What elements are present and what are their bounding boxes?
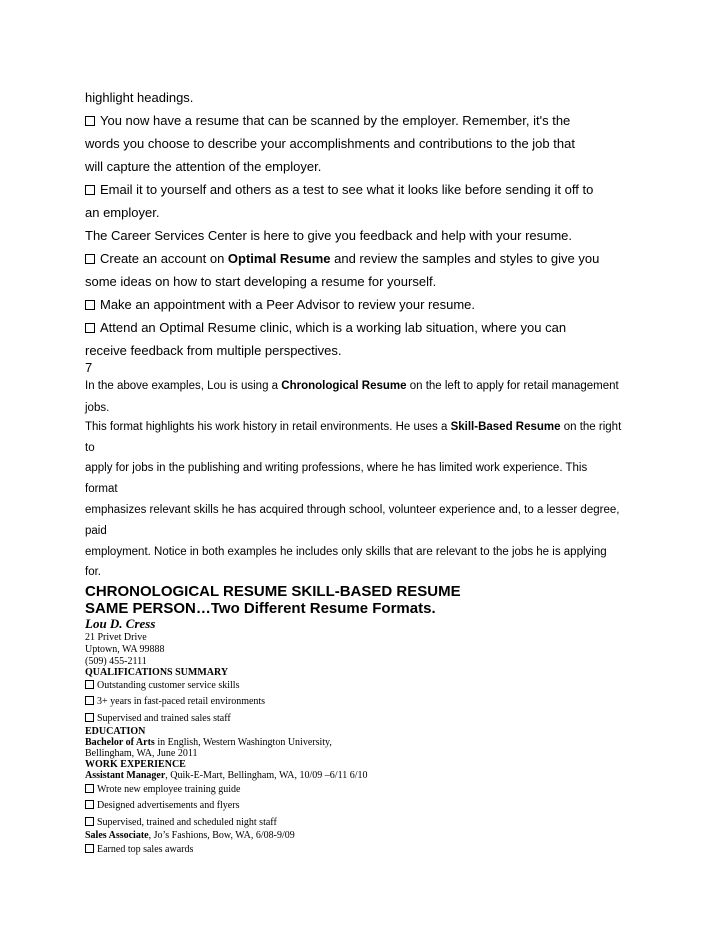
resume-bullet bbox=[85, 784, 240, 795]
text: Attend an Optimal Resume clinic, which is a working lab situation, where you can bbox=[100, 320, 567, 335]
checklist-item bbox=[85, 113, 570, 128]
text: In the above examples, Lou is using a bbox=[85, 380, 282, 392]
skill-based-resume-emphasis: Skill-Based Resume bbox=[450, 421, 561, 433]
text: emphasizes relevant skills he has acquired through school, volunteer experience and, to a lesser degree, bbox=[85, 504, 620, 516]
resume-bullet bbox=[85, 696, 265, 707]
text: SAME PERSON…Two Different Resume Formats. bbox=[85, 600, 436, 617]
text: You now have a resume that can be scanned by the employer. Remember, it's the bbox=[100, 113, 571, 128]
text: 21 Privet Drive bbox=[85, 632, 147, 643]
resume-address bbox=[85, 632, 147, 643]
job-title: Sales Associate bbox=[85, 830, 149, 841]
job-title: Assistant Manager bbox=[85, 770, 166, 781]
text: , Jo’s Fashions, Bow, WA, 6/08-9/09 bbox=[148, 830, 295, 841]
text: Supervised, trained and scheduled night staff bbox=[97, 817, 277, 828]
checkbox-icon bbox=[85, 713, 94, 722]
text: 3+ years in fast-paced retail environments bbox=[97, 696, 266, 707]
text-line bbox=[85, 442, 95, 454]
text: on the left to apply for retail management bbox=[406, 380, 619, 392]
resume-education bbox=[85, 737, 332, 748]
text-line bbox=[85, 380, 619, 392]
text: to bbox=[85, 442, 95, 454]
resume-address bbox=[85, 644, 165, 655]
text: paid bbox=[85, 525, 107, 537]
text: Bellingham, WA, June 2011 bbox=[85, 748, 198, 759]
text: WORK EXPERIENCE bbox=[85, 759, 186, 770]
text: words you choose to describe your accomplishments and contributions to the job that bbox=[85, 136, 575, 151]
resume-job bbox=[85, 830, 295, 841]
page-number bbox=[85, 360, 92, 375]
resume-bullet bbox=[85, 844, 193, 855]
text-line bbox=[85, 402, 109, 414]
checkbox-icon bbox=[85, 185, 95, 195]
resume-bullet bbox=[85, 713, 231, 724]
checkbox-icon bbox=[85, 800, 94, 809]
text-line bbox=[85, 159, 321, 174]
text: highlight headings. bbox=[85, 90, 194, 105]
resume-job bbox=[85, 770, 367, 781]
section-heading bbox=[85, 583, 461, 600]
checkbox-icon bbox=[85, 817, 94, 826]
text-line bbox=[85, 566, 101, 578]
text-line bbox=[85, 483, 118, 495]
text: This format highlights his work history in retail environments. He uses a bbox=[85, 421, 451, 433]
text: Outstanding customer service skills bbox=[97, 680, 240, 691]
text-line bbox=[85, 136, 575, 151]
checklist-item bbox=[85, 182, 593, 197]
text: Earned top sales awards bbox=[97, 844, 194, 855]
text-line bbox=[85, 546, 607, 558]
text: an employer. bbox=[85, 205, 160, 220]
chronological-resume-emphasis: Chronological Resume bbox=[281, 380, 407, 392]
text-line bbox=[85, 274, 436, 289]
text: on the right bbox=[560, 421, 622, 433]
checkbox-icon bbox=[85, 116, 95, 126]
text: and review the samples and styles to give you bbox=[330, 251, 600, 266]
text-line bbox=[85, 228, 572, 243]
text: jobs. bbox=[85, 402, 110, 414]
text-line bbox=[85, 525, 107, 537]
resume-name bbox=[85, 616, 155, 632]
resume-section-heading bbox=[85, 759, 186, 770]
checkbox-icon bbox=[85, 784, 94, 793]
text: EDUCATION bbox=[85, 726, 146, 737]
text: (509) 455-2111 bbox=[85, 656, 147, 667]
checkbox-icon bbox=[85, 844, 94, 853]
text: Uptown, WA 99888 bbox=[85, 644, 165, 655]
text: 7 bbox=[85, 360, 93, 375]
text: Wrote new employee training guide bbox=[97, 784, 241, 795]
text: Lou D. Cress bbox=[85, 616, 156, 631]
text-line bbox=[85, 205, 159, 220]
text: Make an appointment with a Peer Advisor to review your resume. bbox=[100, 297, 476, 312]
optimal-resume-emphasis: Optimal Resume bbox=[227, 251, 331, 266]
checkbox-icon bbox=[85, 254, 95, 264]
resume-bullet bbox=[85, 800, 239, 811]
text: Create an account on bbox=[100, 251, 228, 266]
text: will capture the attention of the employer. bbox=[85, 159, 322, 174]
text: Supervised and trained sales staff bbox=[97, 713, 231, 724]
resume-education bbox=[85, 748, 198, 759]
degree: Bachelor of Arts bbox=[85, 737, 155, 748]
resume-phone bbox=[85, 656, 147, 667]
checklist-item bbox=[85, 297, 475, 312]
text-line bbox=[85, 90, 193, 105]
checkbox-icon bbox=[85, 680, 94, 689]
text: format bbox=[85, 483, 118, 495]
text-line bbox=[85, 421, 621, 433]
text: for. bbox=[85, 566, 101, 578]
text: The Career Services Center is here to give you feedback and help with your resume. bbox=[85, 228, 573, 243]
resume-section-heading bbox=[85, 667, 228, 678]
text-line bbox=[85, 462, 587, 474]
text-line bbox=[85, 504, 619, 516]
checklist-item bbox=[85, 251, 599, 266]
section-subheading bbox=[85, 600, 436, 617]
text: , Quik-E-Mart, Bellingham, WA, 10/09 –6/11 6/10 bbox=[165, 770, 368, 781]
text: in English, Western Washington University, bbox=[154, 737, 332, 748]
text: QUALIFICATIONS SUMMARY bbox=[85, 667, 229, 678]
text: CHRONOLOGICAL RESUME SKILL-BASED RESUME bbox=[85, 583, 461, 600]
text-line bbox=[85, 343, 342, 358]
text: Designed advertisements and flyers bbox=[97, 800, 240, 811]
text: some ideas on how to start developing a resume for yourself. bbox=[85, 274, 437, 289]
text: receive feedback from multiple perspectives. bbox=[85, 343, 342, 358]
text: apply for jobs in the publishing and writing professions, where he has limited work experience. This bbox=[85, 462, 588, 474]
text: employment. Notice in both examples he includes only skills that are relevant to the jobs he is applying bbox=[85, 546, 607, 558]
checkbox-icon bbox=[85, 696, 94, 705]
resume-bullet bbox=[85, 680, 239, 691]
checkbox-icon bbox=[85, 300, 95, 310]
checkbox-icon bbox=[85, 323, 95, 333]
checklist-item bbox=[85, 320, 566, 335]
resume-section-heading bbox=[85, 726, 145, 737]
resume-bullet bbox=[85, 817, 277, 828]
text: Email it to yourself and others as a test to see what it looks like before sending it off to bbox=[100, 182, 594, 197]
